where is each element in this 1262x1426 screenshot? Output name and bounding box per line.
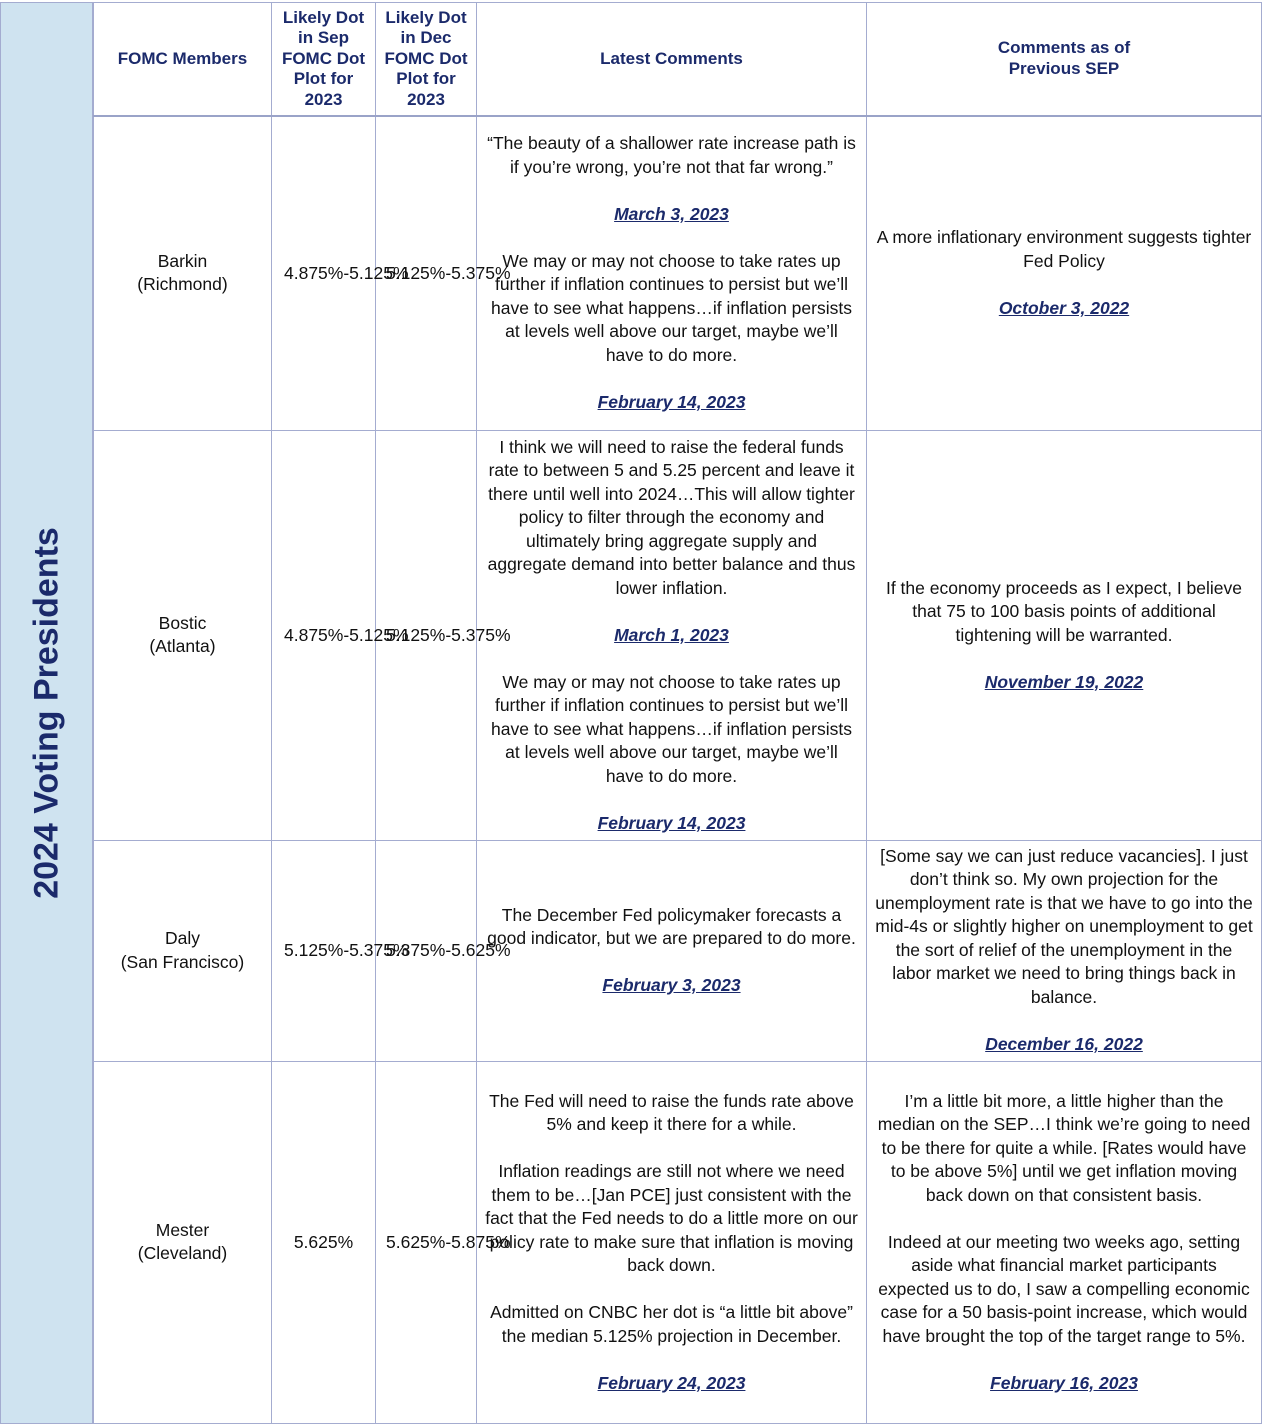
table-row [94, 1061, 1262, 1423]
comment [485, 1160, 858, 1278]
previous-comments-cell [867, 431, 1262, 840]
comment-date-link[interactable]: October 3, 2022 [998, 297, 1130, 318]
sep-dot-cell: 4.875%-5.125% [272, 431, 376, 840]
comment-text: A more inflationary environment suggests tighter Fed Policy [876, 227, 1252, 271]
comment-text: The December Fed policymaker forecasts a good indicator, but we are prepared to do more. [487, 904, 856, 949]
comment-text: Admitted on CNBC her dot is “a little bit above” the median 5.125% projection in December. [490, 1302, 853, 1346]
member-district: (Atlanta) [149, 636, 216, 657]
header-dec-dot: Likely Dot in Dec FOMC Dot Plot for 2023 [376, 3, 477, 116]
member-name: Daly [164, 928, 200, 949]
comment-date-link[interactable]: February 16, 2023 [990, 1372, 1138, 1393]
comment [875, 1090, 1253, 1208]
comment-date-link[interactable]: February 14, 2023 [597, 391, 746, 412]
header-sep-dot: Likely Dot in Sep FOMC Dot Plot for 2023 [272, 3, 376, 116]
comment [485, 436, 858, 648]
comment-date-link[interactable]: November 19, 2022 [984, 671, 1144, 692]
header-latest: Latest Comments [477, 3, 867, 116]
member-name: Bostic [158, 612, 207, 633]
member-district: (San Francisco) [120, 951, 245, 972]
comment [485, 671, 858, 836]
section-label [0, 2, 93, 1424]
member-name: Barkin [157, 250, 208, 271]
member-cell [94, 1061, 272, 1423]
comment-text: If the economy proceeds as I expect, I believe that 75 to 100 basis points of additional tightening will be warranted. [885, 577, 1243, 645]
section-label-text: 2024 Voting Presidents [27, 527, 65, 899]
comment-text: We may or may not choose to take rates up further if inflation continues to persist but we’ll have to see what happens…if inflation persists at levels well above our target, maybe we’ll have to do more. [491, 671, 852, 786]
comment-text: I’m a little bit more, a little higher than the median on the SEP…I think we’re going to need to be there for quite a while. [Rates would have to be above 5%] until we get inflation moving back down on that consistent basis. [877, 1090, 1251, 1205]
header-previous: Comments as of Previous SEP [867, 3, 1262, 116]
comment [485, 904, 858, 998]
latest-comments-cell [477, 431, 867, 840]
comment [485, 250, 858, 415]
member-cell [94, 431, 272, 840]
comment-date-link[interactable]: December 16, 2022 [985, 1033, 1143, 1054]
comment [875, 226, 1253, 320]
comment-text: I think we will need to raise the federal funds rate to between 5 and 5.25 percent and leave it there until well into 2024…This will allow tighter policy to filter through the economy and ultimately bring aggregate supply and aggregate demand into better balance and thus lower inflation. [487, 436, 856, 598]
comment-date-link[interactable]: March 3, 2023 [614, 203, 729, 224]
comment-date-link[interactable]: March 1, 2023 [614, 624, 729, 645]
comment-text: Inflation readings are still not where we need them to be…[Jan PCE] just consistent with the fact that the Fed needs to do a little more on our policy rate to make sure that inflation is moving back down. [485, 1161, 858, 1276]
sep-dot-cell: 5.125%-5.375% [272, 840, 376, 1061]
comment-date-link[interactable]: February 24, 2023 [597, 1372, 746, 1393]
dec-dot-cell: 5.125%-5.375% [376, 116, 477, 431]
header-row [94, 3, 1262, 116]
header-members: FOMC Members [94, 3, 272, 116]
previous-comments-cell [867, 840, 1262, 1061]
table-row [94, 431, 1262, 840]
comment-text: We may or may not choose to take rates up further if inflation continues to persist but we’ll have to see what happens…if inflation persists at levels well above our target, maybe we’ll have to do more. [491, 250, 852, 365]
dec-dot-cell: 5.625%-5.875% [376, 1061, 477, 1423]
dec-dot-cell: 5.375%-5.625% [376, 840, 477, 1061]
comment-text: Indeed at our meeting two weeks ago, setting aside what financial market participants expected us to do, I saw a compelling economic case for a 50 basis-point increase, which would have brought the top of the target range to 5%. [878, 1231, 1250, 1346]
member-cell [94, 840, 272, 1061]
comment [485, 1301, 858, 1395]
table-row [94, 840, 1262, 1061]
comment-text: [Some say we can just reduce vacancies]. I just don’t think so. My own projection for the unemployment rate is that we have to go into the mid-4s or slightly higher on unemployment to get the sort of relief of the unemployment in the labor market we need to bring things back in balance. [875, 845, 1253, 1007]
comment-text: The Fed will need to raise the funds rate above 5% and keep it there for a while. [489, 1090, 854, 1135]
fomc-table [93, 2, 1262, 1424]
member-district: (Richmond) [137, 274, 228, 295]
member-name: Mester [155, 1219, 210, 1240]
comment [875, 845, 1253, 1057]
sep-dot-cell: 5.625% [272, 1061, 376, 1423]
comment-date-link[interactable]: February 3, 2023 [602, 975, 741, 996]
comment [485, 132, 858, 226]
table-row [94, 116, 1262, 431]
member-cell [94, 116, 272, 431]
sep-dot-cell: 4.875%-5.125% [272, 116, 376, 431]
latest-comments-cell [477, 1061, 867, 1423]
dec-dot-cell: 5.125%-5.375% [376, 431, 477, 840]
previous-comments-cell [867, 116, 1262, 431]
comment-date-link[interactable]: February 14, 2023 [597, 812, 746, 833]
comment-text: “The beauty of a shallower rate increase path is if you’re wrong, you’re not that far wrong.” [487, 133, 856, 177]
latest-comments-cell [477, 116, 867, 431]
previous-comments-cell [867, 1061, 1262, 1423]
comment [485, 1090, 858, 1137]
latest-comments-cell [477, 840, 867, 1061]
comment [875, 1231, 1253, 1396]
comment [875, 577, 1253, 695]
member-district: (Cleveland) [137, 1243, 228, 1264]
